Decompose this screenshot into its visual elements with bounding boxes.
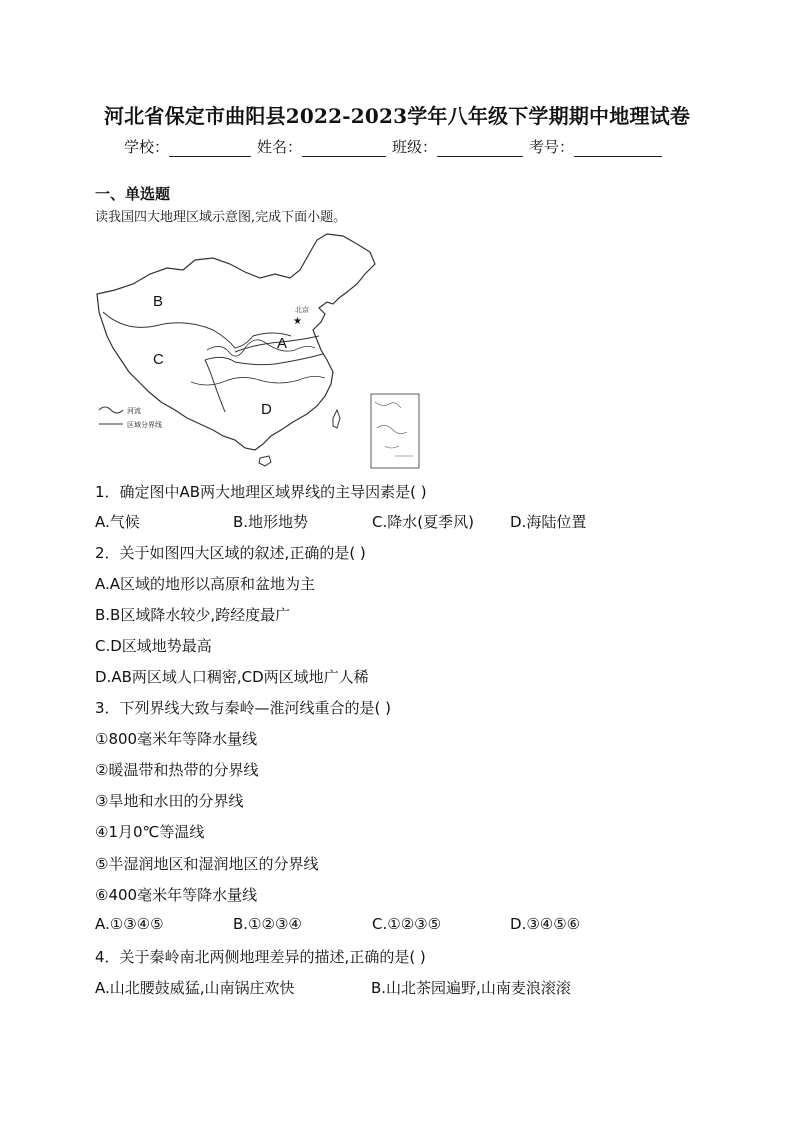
q3-option-d[interactable]: D.③④⑤⑥ bbox=[510, 915, 581, 933]
q4-option-a[interactable]: A.山北腰鼓威猛,山南锅庄欢快 bbox=[95, 979, 295, 997]
class-blank[interactable] bbox=[437, 140, 523, 157]
question-4-stem: 4．关于秦岭南北两侧地理差异的描述,正确的是( ) bbox=[95, 948, 426, 966]
q2-option-d[interactable]: D.AB两区域人口稠密,CD两区域地广人稀 bbox=[95, 668, 369, 686]
q1-option-c[interactable]: C.降水(夏季风) bbox=[372, 513, 474, 531]
exam-number-blank[interactable] bbox=[574, 140, 662, 157]
q3-option-c[interactable]: C.①②③⑤ bbox=[372, 915, 442, 933]
q2-option-b[interactable]: B.B区域降水较少,跨经度最广 bbox=[95, 606, 291, 624]
legend-boundary-label: 区域分界线 bbox=[127, 421, 162, 429]
region-label-a: A bbox=[277, 335, 288, 352]
taiwan-island bbox=[333, 410, 340, 428]
section-intro: 读我国四大地理区域示意图,完成下面小题。 bbox=[95, 210, 347, 225]
q3-item-2: ②暖温带和热带的分界线 bbox=[95, 761, 259, 779]
q1-option-d[interactable]: D.海陆位置 bbox=[510, 513, 587, 531]
question-2-stem: 2．关于如图四大区域的叙述,正确的是( ) bbox=[95, 544, 366, 562]
section-title: 一、单选题 bbox=[95, 185, 171, 203]
region-label-d: D bbox=[261, 401, 272, 418]
china-regions-map bbox=[95, 232, 425, 472]
boundary-c-d bbox=[205, 354, 323, 365]
school-blank[interactable] bbox=[169, 140, 251, 157]
south-china-sea-inset bbox=[371, 394, 419, 468]
name-blank[interactable] bbox=[302, 140, 386, 157]
region-label-b: B bbox=[153, 293, 164, 310]
region-label-c: C bbox=[153, 351, 164, 368]
q3-option-a[interactable]: A.①③④⑤ bbox=[95, 915, 164, 933]
beijing-star-icon: ★ bbox=[293, 316, 302, 327]
boundary-c-south bbox=[205, 360, 225, 412]
class-field bbox=[392, 136, 523, 157]
hainan-island bbox=[259, 456, 271, 466]
class-label: 班级： bbox=[392, 138, 438, 156]
exam-number-field bbox=[529, 136, 662, 157]
q3-item-6: ⑥400毫米年等降水量线 bbox=[95, 886, 258, 904]
beijing-label: 北京 bbox=[295, 306, 309, 314]
student-info-line bbox=[124, 136, 668, 157]
q2-option-a[interactable]: A.A区域的地形以高原和盆地为主 bbox=[95, 575, 316, 593]
q1-option-a[interactable]: A.气候 bbox=[95, 513, 140, 531]
legend-river-label: 河流 bbox=[127, 407, 141, 415]
yellow-river bbox=[207, 340, 315, 356]
name-label: 姓名： bbox=[257, 138, 303, 156]
school-label: 学校： bbox=[124, 138, 170, 156]
q3-item-1: ①800毫米年等降水量线 bbox=[95, 730, 258, 748]
legend-river-symbol bbox=[99, 407, 123, 413]
inset-coast bbox=[375, 402, 413, 456]
q3-item-4: ④1月0℃等温线 bbox=[95, 823, 205, 841]
yangtze-river bbox=[191, 376, 325, 385]
q3-option-b[interactable]: B.①②③④ bbox=[233, 915, 302, 933]
q3-item-3: ③旱地和水田的分界线 bbox=[95, 792, 244, 810]
q2-option-c[interactable]: C.D区域地势最高 bbox=[95, 637, 212, 655]
exam-title: 河北省保定市曲阳县2022-2023学年八年级下学期期中地理试卷 bbox=[103, 104, 691, 128]
question-3-stem: 3．下列界线大致与秦岭—淮河线重合的是( ) bbox=[95, 699, 392, 717]
q4-option-b[interactable]: B.山北茶园遍野,山南麦浪滚滚 bbox=[371, 979, 571, 997]
exam-number-label: 考号： bbox=[529, 138, 575, 156]
school-field bbox=[124, 136, 251, 157]
name-field bbox=[257, 136, 386, 157]
boundary-b-c bbox=[103, 312, 291, 348]
question-1-stem: 1．确定图中AB两大地理区域界线的主导因素是( ) bbox=[95, 483, 427, 501]
q1-option-b[interactable]: B.地形地势 bbox=[233, 513, 309, 531]
q3-item-5: ⑤半湿润地区和湿润地区的分界线 bbox=[95, 855, 319, 873]
